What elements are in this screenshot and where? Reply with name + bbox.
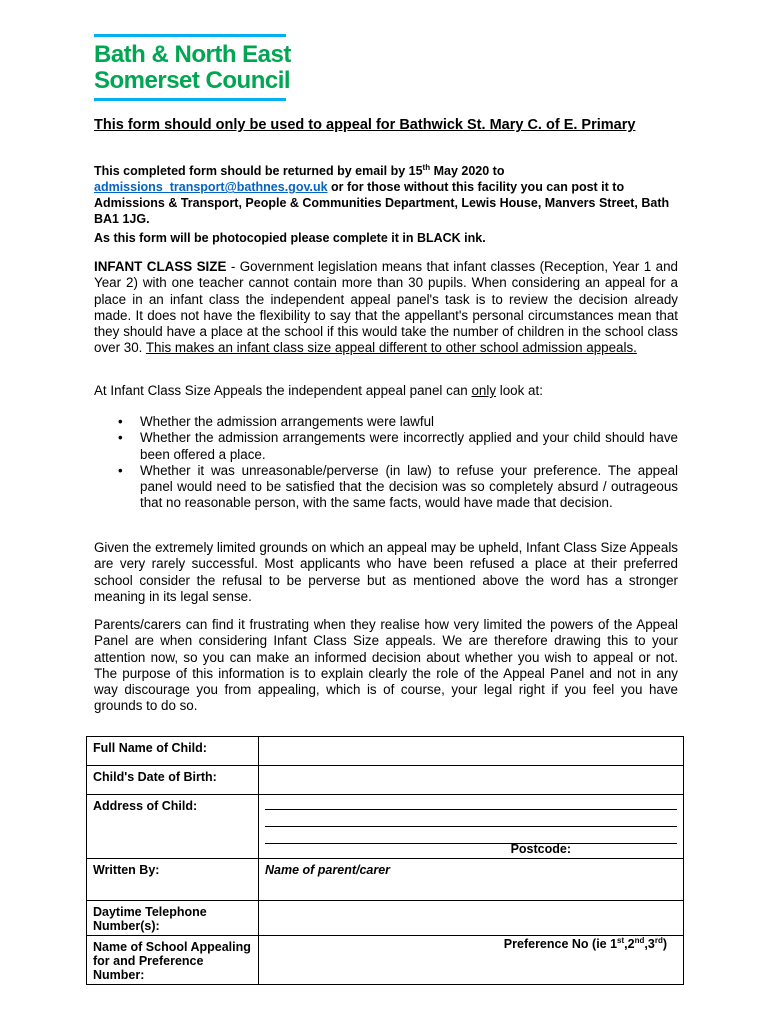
address-label: Address of Child: xyxy=(87,795,259,859)
list-item: • Whether it was unreasonable/perverse (in law) to refuse your preference. The appeal panel would need to be satisfied that the decision was so completely absurd / outrageous that no reasonable person, with the same facts, would have made that decision. xyxy=(118,463,678,512)
only-look-underlined: only xyxy=(471,383,497,398)
address-field[interactable] xyxy=(259,795,684,859)
infant-heading: INFANT CLASS SIZE xyxy=(94,259,227,274)
pref-text-b: ,2 xyxy=(624,937,635,952)
infant-class-size-paragraph xyxy=(94,259,678,357)
written-by-field[interactable] xyxy=(259,859,684,901)
email-link[interactable]: admissions_transport@bathnes.gov.uk xyxy=(94,180,328,195)
grounds-list xyxy=(118,414,678,512)
full-name-field[interactable] xyxy=(259,737,684,766)
list-item: • Whether the admission arrangements were incorrectly applied and your child should have been offered a place. xyxy=(118,430,678,463)
ink-note: As this form will be photocopied please complete it in BLACK ink. xyxy=(94,231,486,245)
address-line-2 xyxy=(265,826,677,827)
only-look-after: look at: xyxy=(496,383,543,398)
school-field[interactable] xyxy=(259,936,684,985)
pref-sup-2: nd xyxy=(634,936,645,945)
return-instructions xyxy=(94,160,684,227)
infant-underlined: This makes an infant class size appeal different to other school admission appeals. xyxy=(145,340,637,356)
pref-text-a: Preference No (ie 1 xyxy=(503,937,618,952)
infant-text: - Government legislation means that infant classes (Reception, Year 1 and Year 2) with one teacher cannot contain more than 30 pupils. When considering an appeal for a place in an infant class the independent appeal panel's task is to review the decision already made. It does not have the flexibility to say that the appellant's personal circumstances mean that they should have a place at the school if this would take the number of children in the school class over 30. xyxy=(94,259,678,356)
pref-sup-1: st xyxy=(617,936,625,945)
return-text-1: This completed form should be returned by email by 15 xyxy=(94,164,423,179)
page-title: This form should only be used to appeal for Bathwick St. Mary C. of E. Primary xyxy=(94,117,636,133)
list-item: • Whether the admission arrangements were lawful xyxy=(118,414,678,430)
address-line-1 xyxy=(265,809,677,810)
dob-label: Child's Date of Birth: xyxy=(87,766,259,795)
return-text-3: or for those without this facility you can post it to Admissions & Transport, People & Communities Department, Lewis House, Manvers Street, Bath BA1 1JG. xyxy=(94,180,670,227)
school-label: Name of School Appealing for and Preference Number: xyxy=(87,936,259,985)
parent-carer-label: Name of parent/carer xyxy=(265,863,391,877)
logo-line-1: Bath & North East xyxy=(94,41,291,68)
pref-text-d: ) xyxy=(662,937,667,952)
council-logo xyxy=(94,34,291,101)
pref-text-c: ,3 xyxy=(644,937,655,952)
only-look-paragraph xyxy=(94,383,678,399)
logo-bar-bottom xyxy=(94,98,286,101)
appeal-form-table xyxy=(86,736,684,985)
logo-line-2: Somerset Council xyxy=(94,67,291,94)
parents-paragraph: Parents/carers can find it frustrating when they realise how very limited the powers of the Appeal Panel are when considering Infant Class Size appeals. We are therefore drawing this to your attention now, so you can make an informed decision about whether you wish to appeal or not. The purpose of this information is to explain clearly the role of the Appeal Panel and not in any way discourage you from appealing, which is of course, your legal right if you feel you have grounds to do so. xyxy=(94,617,678,714)
return-text-2: May 2020 to xyxy=(430,164,505,179)
postcode-label: Postcode: xyxy=(510,842,571,856)
logo-bar-top xyxy=(94,34,286,37)
phone-field[interactable] xyxy=(259,901,684,936)
limited-grounds-paragraph: Given the extremely limited grounds on which an appeal may be upheld, Infant Class Size Appeals are very rarely successful. Most applicants who have been refused a place at their preferred school consider the refusal to be perverse but as mentioned above the word has a stronger meaning in its legal sense. xyxy=(94,540,678,604)
return-sup: th xyxy=(422,163,431,172)
only-look-before: At Infant Class Size Appeals the independent appeal panel can xyxy=(94,383,472,398)
address-line-3 xyxy=(265,843,677,844)
phone-label: Daytime Telephone Number(s): xyxy=(87,901,259,936)
full-name-label: Full Name of Child: xyxy=(87,737,259,766)
dob-field[interactable] xyxy=(259,766,684,795)
preference-label xyxy=(504,936,667,951)
pref-sup-3: rd xyxy=(654,936,663,945)
written-by-label: Written By: xyxy=(87,859,259,901)
